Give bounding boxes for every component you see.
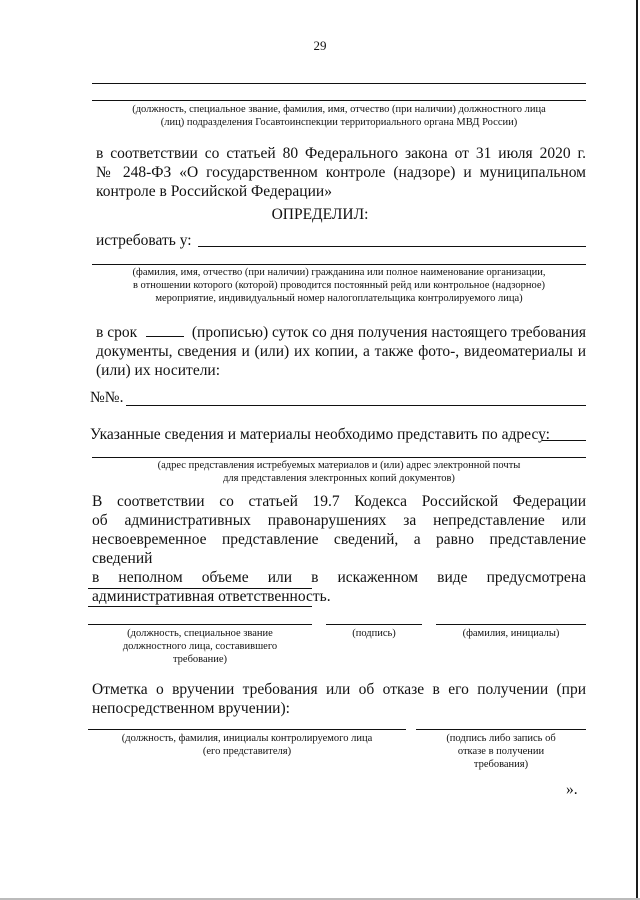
address-caption: (адрес представления истребуемых материалов и (или) адрес электронной почты для представления электронных копий документов) [157,460,521,484]
person-caption: (фамилия, имя, отчество (при наличии) гражданина или полное наименование организации, в отношении которого (которой) проводится постоянный рейд или контрольное (надзорное) мероприятие, индивидуальный номер налогоплательщика контролируемого лица) [132,267,546,304]
address-field[interactable] [92,457,586,458]
position-field-1[interactable] [88,588,312,589]
position-caption: (должность, специальное звание должностного лица, составившего требование) [122,628,278,665]
request-label: истребовать у: [96,232,192,249]
delivery-mark: Отметка о вручении требования или об отказе в его получении (при непосредственном вручении): [92,681,586,717]
official-name-field-2[interactable] [92,100,586,101]
name-caption: (фамилия, инициалы) [462,628,560,639]
recipient-signature-field[interactable] [416,729,586,730]
deadline-days-field[interactable] [146,322,184,337]
request-person-field-2[interactable] [92,264,586,265]
closing-mark: ». [566,781,578,798]
deadline-paragraph: в срок (прописью) суток со дня получения настоящего требования документы, сведения и (или) их копии, а также фото-, видеоматериалы и (или) их носители: [96,324,586,379]
address-label: Указанные сведения и материалы необходимо представить по адресу: [90,426,550,443]
numbers-field[interactable] [126,405,586,406]
page-edge [636,0,638,900]
position-field-2[interactable] [88,606,312,607]
official-caption: (должность, специальное звание, фамилия, имя, отчество (при наличии) должностного лица (лиц) подразделения Госавтоинспекции территориального органа МВД России) [132,104,546,128]
basis-paragraph: в соответствии со статьей 80 Федерального закона от 31 июля 2020 г. № 248-ФЗ «О государственном контроле (надзоре) и муниципальном контроле в Российской Федерации» [96,145,586,200]
page-number: 29 [313,38,327,53]
recipient-caption: (должность, фамилия, инициалы контролируемого лица (его представителя) [121,733,373,757]
request-person-field[interactable] [198,246,586,247]
recipient-signature-caption: (подпись либо запись об отказе в получении требования) [446,733,556,770]
signature-field[interactable] [326,624,422,625]
signature-caption: (подпись) [352,628,396,639]
name-field[interactable] [436,624,586,625]
liability-paragraph: В соответствии со статьей 19.7 Кодекса Российской Федерации об административных правонарушениях за непредставление или несвоевременное представление сведений, а равно представление сведений в неполном объеме или в искаженном виде предусмотрена административная ответственность. [92,493,586,605]
recipient-field[interactable] [88,729,406,730]
position-field-3[interactable] [88,624,312,625]
address-field-end[interactable] [542,440,586,441]
numbers-label: №№. [90,389,124,406]
decision-heading: ОПРЕДЕЛИЛ: [271,206,369,223]
official-name-field[interactable] [92,83,586,84]
